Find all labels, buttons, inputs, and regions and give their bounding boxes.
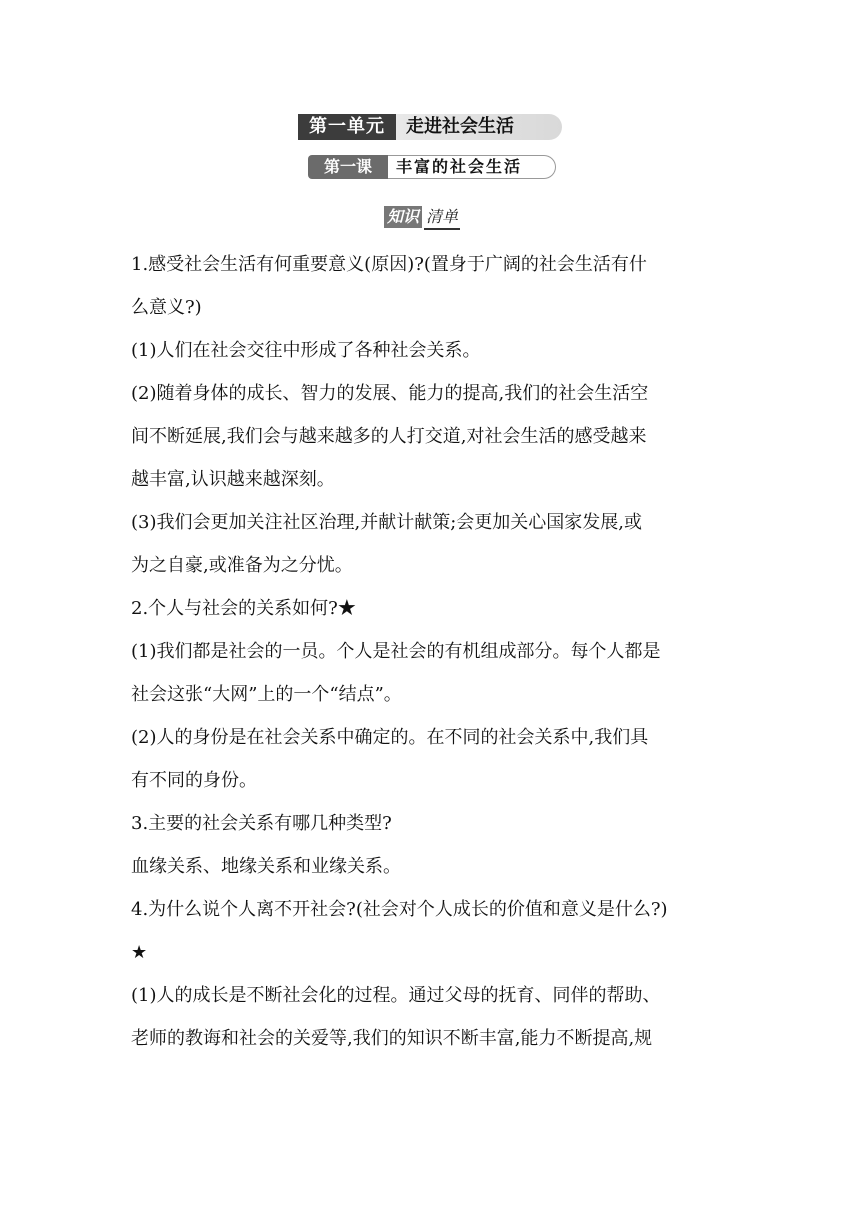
lesson-banner <box>308 155 556 179</box>
lesson-title: 丰富的社会生活 <box>388 155 556 179</box>
unit-banner <box>298 114 562 140</box>
text-line: (2)人的身份是在社会关系中确定的。在不同的社会关系中,我们具 <box>131 727 649 748</box>
text-line: (2)随着身体的成长、智力的发展、能力的提高,我们的社会生活空 <box>131 383 649 404</box>
text-line: (1)人的成长是不断社会化的过程。通过父母的抚育、同伴的帮助、 <box>131 985 661 1006</box>
text-line: 血缘关系、地缘关系和业缘关系。 <box>131 856 401 877</box>
lesson-number: 第一课 <box>308 155 388 179</box>
text-line: 4.为什么说个人离不开社会?(社会对个人成长的价值和意义是什么?) <box>131 899 668 920</box>
section-tag-list: 清单 <box>424 206 460 230</box>
text-line: 2.个人与社会的关系如何?★ <box>131 598 356 619</box>
text-line: (3)我们会更加关注社区治理,并献计献策;会更加关心国家发展,或 <box>131 512 643 533</box>
text-line: 间不断延展,我们会与越来越多的人打交道,对社会生活的感受越来 <box>131 426 647 447</box>
document-body <box>131 244 741 1060</box>
text-line: 越丰富,认识越来越深刻。 <box>131 469 335 490</box>
text-line: ★ <box>131 942 148 963</box>
unit-number: 第一单元 <box>298 114 396 140</box>
text-line: 1.感受社会生活有何重要意义(原因)?(置身于广阔的社会生活有什 <box>131 254 647 275</box>
text-line: 有不同的身份。 <box>131 770 257 791</box>
unit-title: 走进社会生活 <box>396 114 562 140</box>
text-line: (1)我们都是社会的一员。个人是社会的有机组成部分。每个人都是 <box>131 641 661 662</box>
text-line: 么意义?) <box>131 297 202 318</box>
section-tag <box>384 206 460 228</box>
text-line: (1)人们在社会交往中形成了各种社会关系。 <box>131 340 481 361</box>
text-line: 老师的教诲和社会的关爱等,我们的知识不断丰富,能力不断提高,规 <box>131 1028 653 1049</box>
text-line: 3.主要的社会关系有哪几种类型? <box>131 813 392 834</box>
text-line: 社会这张“大网”上的一个“结点”。 <box>131 684 402 705</box>
section-tag-knowledge: 知识 <box>384 206 422 228</box>
text-line: 为之自豪,或准备为之分忧。 <box>131 555 353 576</box>
